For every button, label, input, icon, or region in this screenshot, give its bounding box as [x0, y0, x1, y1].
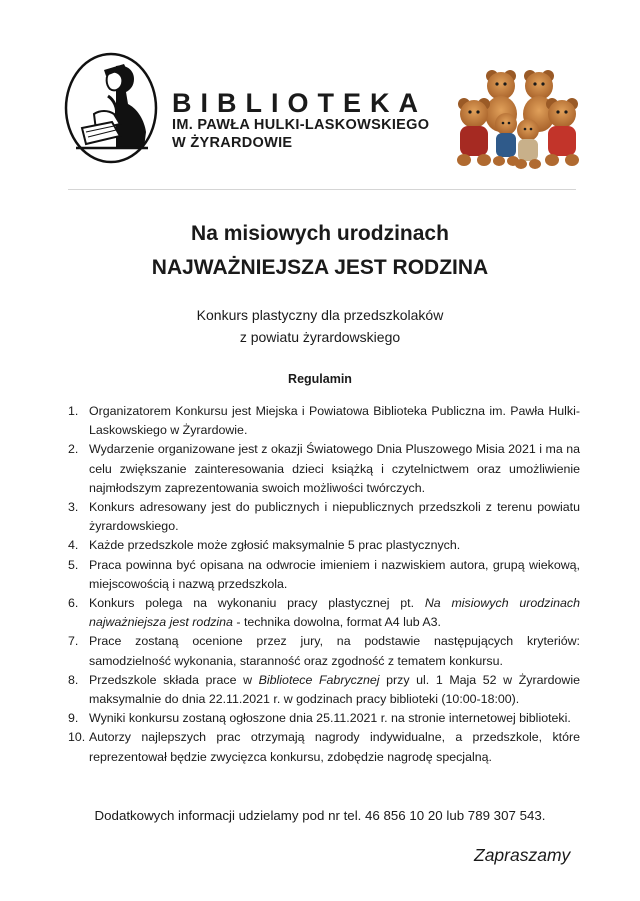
reader-with-book-icon: [64, 52, 158, 164]
rule-text: [89, 632, 580, 670]
rule-text-part: Praca powinna być opisana na odwrocie imieniem i nazwiskiem autora, grupą wiekową, miejscowością i nazwą przedszkola.: [89, 557, 580, 591]
rule-text-part: - technika dowolna, format A4 lub A3.: [232, 615, 441, 630]
rule-text-part: Organizatorem Konkursu jest Miejska i Powiatowa Biblioteka Publiczna im. Pawła Hulki-Laskowskiego w Żyrardowie.: [89, 404, 580, 438]
rule-item: [68, 556, 580, 594]
rule-text-part: Wydarzenie organizowane jest z okazji Światowego Dnia Pluszowego Misia 2021 i ma na celu zwiększanie zainteresowania dzieci książką i czytelnictwem oraz umożliwienie najmłodszym zaprezentowania swoich możliwości twórczych.: [89, 442, 580, 495]
rule-text: [89, 594, 580, 632]
rule-text: [89, 440, 580, 498]
rule-text-part: przy ul. 1 Maja 52 w Żyrardowie maksymalnie do dnia 22.11.2021 r. w godzinach pracy biblioteki (10:00-18:00).: [89, 672, 580, 707]
rules-list: [68, 402, 580, 767]
rule-text: [89, 402, 580, 440]
rule-item: [68, 671, 580, 709]
subtitle-line-2: z powiatu żyrardowskiego: [239, 329, 401, 345]
rule-text: [89, 728, 580, 766]
rule-item: [68, 440, 580, 498]
rule-text: [89, 671, 580, 709]
library-patron: IM. PAWŁA HULKI-LASKOWSKIEGO: [172, 117, 430, 133]
rule-number: 8.: [68, 672, 79, 687]
title-line-2: NAJWAŻNIEJSZA JEST RODZINA: [151, 256, 489, 279]
closing-invitation: Zapraszamy: [474, 845, 571, 865]
rule-text-part: Wyniki konkursu zostaną ogłoszone dnia 25.11.2021 r. na stronie internetowej biblioteki.: [89, 711, 571, 726]
library-name: BIBLIOTEKA: [172, 88, 427, 118]
rule-text-part: Przedszkole składa prace w: [89, 672, 259, 687]
rule-item: [68, 498, 580, 536]
rule-number: 5.: [68, 557, 79, 572]
rule-item: [68, 632, 580, 670]
rule-text-part: Konkurs polega na wykonaniu pracy plastycznej pt.: [89, 596, 425, 611]
rule-item: [68, 728, 580, 766]
rule-item: [68, 594, 580, 632]
title-line-1: Na misiowych urodzinach: [191, 222, 449, 245]
subtitle-line-1: Konkurs plastyczny dla przedszkolaków: [196, 307, 444, 323]
rule-text-part: Konkurs adresowany jest do publicznych i niepublicznych przedszkoli z terenu powiatu żyrardowskiego.: [89, 500, 580, 534]
rule-number: 7.: [68, 634, 79, 649]
rule-number: 10.: [68, 730, 86, 745]
rule-text: [89, 498, 580, 536]
rule-number: 2.: [68, 442, 79, 457]
subtitle: [0, 304, 640, 348]
rule-text: [89, 709, 580, 728]
rule-item: [68, 402, 580, 440]
rule-text-italic: Na misiowych urodzinach najważniejsza jest rodzina: [89, 596, 580, 630]
rule-text: [89, 556, 580, 594]
rule-number: 1.: [68, 404, 79, 418]
teddy-bears-family-icon: [454, 66, 582, 170]
rule-item: [68, 536, 580, 555]
rule-item: [68, 709, 580, 728]
library-city: W ŻYRARDOWIE: [172, 135, 293, 151]
rule-number: 9.: [68, 711, 79, 726]
contact-info: Dodatkowych informacji udzielamy pod nr tel. 46 856 10 20 lub 789 307 543.: [94, 808, 546, 823]
rule-number: 4.: [68, 538, 79, 553]
rule-text-part: Prace zostaną ocenione przez jury, na podstawie następujących kryteriów: samodzielność wykonania, staranność oraz zgodność z tematem konkursu.: [89, 634, 580, 668]
rule-text: [89, 536, 580, 555]
rule-number: 6.: [68, 596, 79, 611]
rule-text-part: Autorzy najlepszych prac otrzymają nagrody indywidualne, a przedszkole, które reprezentował będzie zwycięzca konkursu, zdobędzie nagrodę specjalną.: [89, 730, 580, 764]
regulations-heading: Regulamin: [288, 372, 352, 386]
rule-text-part: Każde przedszkole może zgłosić maksymalnie 5 prac plastycznych.: [89, 538, 461, 553]
header: [0, 0, 640, 190]
rule-number: 3.: [68, 500, 79, 515]
header-divider: [68, 189, 576, 190]
rule-text-italic: Bibliotece Fabrycznej: [258, 672, 380, 687]
